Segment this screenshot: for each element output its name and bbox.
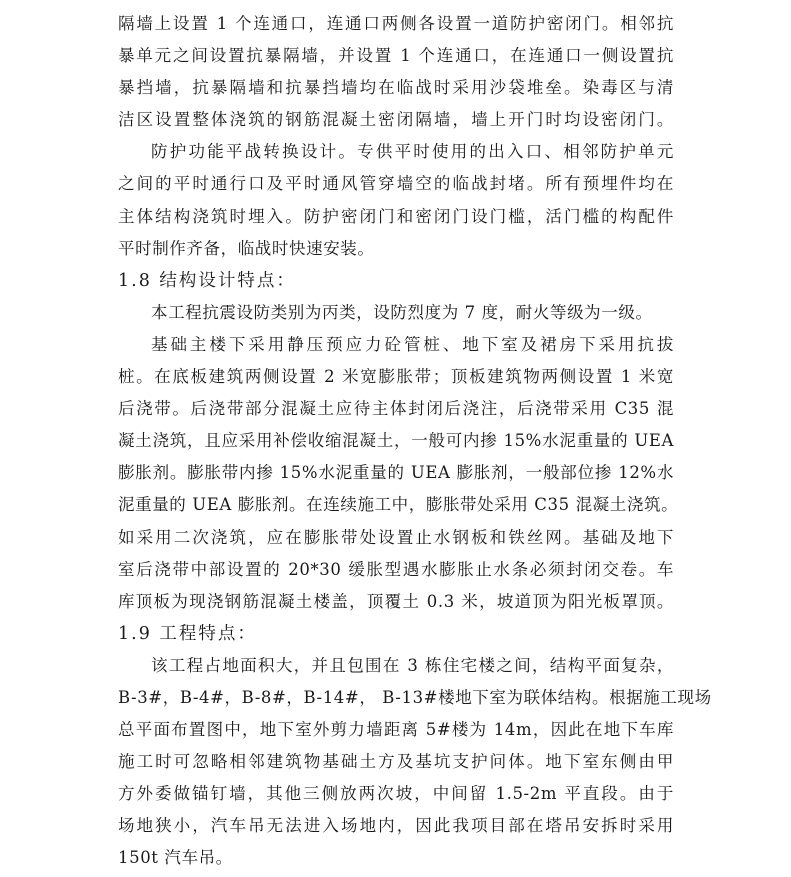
text-line: 总平面布置图中，地下室外剪力墙距离 5#楼为 14m，因此在地下车库 [118, 720, 674, 740]
text-line: 桩。在底板建筑两侧设置 2 米宽膨胀带；顶板建筑物两侧设置 1 米宽 [118, 367, 674, 387]
text-line: 主体结构浇筑时埋入。防护密闭门和密闭门设门槛，活门槛的构配件 [118, 206, 674, 226]
text-line: 暴单元之间设置抗暴隔墙，并设置 1 个连通口，在连通口一侧设置抗 [118, 46, 674, 66]
text-line: 防护功能平战转换设计。专供平时使用的出入口、相邻防护单元 [151, 142, 674, 162]
text-line: 后浇带。后浇带部分混凝土应待主体封闭后浇注，后浇带采用 C35 混 [118, 399, 674, 419]
text-line: 平时制作齐备，临战时快速安装。 [118, 238, 375, 258]
paragraph-protection-conversion [118, 136, 674, 264]
text-line: 之间的平时通行口及平时通风管穿墙空的临战封堵。所有预埋件均在 [118, 174, 674, 194]
text-line: 施工时可忽略相邻建筑物基础土方及基坑支护问体。地下室东侧由甲 [118, 752, 674, 772]
paragraph-seismic-class [118, 297, 674, 329]
paragraph-project-features [118, 650, 712, 875]
paragraph-foundation [118, 329, 679, 618]
text-line: 膨胀剂。膨胀带内掺 15%水泥重量的 UEA 膨胀剂，一般部位掺 12%水 [118, 463, 674, 483]
text-line: 如采用二次浇筑，应在膨胀带处设置止水钢板和铁丝网。基础及地下 [118, 527, 674, 547]
document-page [118, 8, 712, 875]
text-line: 隔墙上设置 1 个连通口，连通口两侧各设置一道防护密闭门。相邻抗 [118, 14, 674, 33]
text-line: 洁区设置整体浇筑的钢筋混凝土密闭隔墙，墙上开门时均设密闭门。 [118, 110, 674, 130]
text-line: 库顶板为现浇钢筋混凝土楼盖，顶覆土 0.3 米，坡道顶为阳光板罩顶。 [118, 591, 674, 611]
text-line: 场地狭小，汽车吊无法进入场地内，因此我项目部在塔吊安拆时采用 [118, 816, 674, 836]
text-line: 方外委做锚钉墙，其他三侧放两次坡，中间留 1.5-2m 平直段。由于 [118, 784, 674, 804]
text-line: 150t 汽车吊。 [118, 848, 233, 868]
text-line: 泥重量的 UEA 膨胀剂。在连续施工中，膨胀带处采用 C35 混凝土浇筑。 [118, 495, 679, 515]
text-line: 本工程抗震设防类别为丙类，设防烈度为 7 度，耐火等级为一级。 [151, 302, 653, 322]
section-heading-1-8: 1.8 结构设计特点： [118, 270, 296, 291]
text-line: 暴挡墙，抗暴隔墙和抗暴挡墙均在临战时采用沙袋堆垒。染毒区与清 [118, 78, 674, 98]
text-line: 凝土浇筑，且应采用补偿收缩混凝土，一般可内掺 15%水泥重量的 UEA [118, 431, 674, 451]
text-line: 该工程占地面积大，并且包围在 3 栋住宅楼之间，结构平面复杂， [151, 655, 674, 675]
paragraph-partition-walls [118, 8, 674, 136]
text-line: 基础主楼下采用静压预应力砼管桩、地下室及裙房下采用抗拔 [151, 334, 674, 354]
text-line: 室后浇带中部设置的 20*30 缓胀型遇水膨胀止水条必须封闭交卷。车 [118, 559, 674, 579]
section-heading-1-9: 1.9 工程特点： [118, 623, 257, 644]
text-line: B-3#，B-4#，B-8#，B-14#， B-13#楼地下室为联体结构。根据施工现场 [118, 687, 712, 707]
